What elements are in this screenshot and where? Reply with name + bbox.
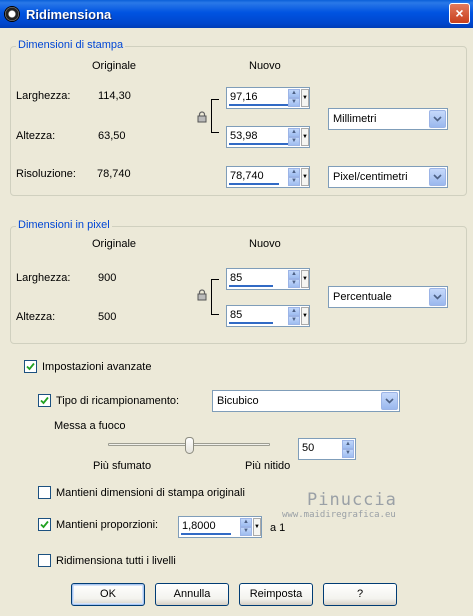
pixel-height-dropdown-icon[interactable]: ▼ (301, 307, 309, 325)
print-height-spinner[interactable] (288, 128, 300, 146)
spin-down-icon[interactable]: ▼ (288, 279, 300, 288)
pixel-width-dropdown-icon[interactable]: ▼ (301, 270, 309, 288)
pixel-height-value: 85 (230, 309, 243, 321)
print-width-label: Larghezza: (16, 90, 71, 102)
resample-select[interactable] (212, 390, 400, 412)
print-group-title: Dimensioni di stampa (18, 39, 124, 51)
spin-up-icon[interactable]: ▲ (342, 440, 354, 449)
print-height-input[interactable] (226, 126, 310, 148)
print-height-dropdown-icon[interactable]: ▼ (301, 128, 309, 146)
pixel-link-bracket (211, 279, 219, 315)
resolution-unit-value: Pixel/centimetri (333, 171, 408, 183)
pixel-height-input[interactable] (226, 305, 310, 327)
sharpen-min-label: Più sfumato (93, 460, 152, 472)
spin-up-icon[interactable]: ▲ (288, 168, 300, 177)
app-icon (4, 6, 20, 22)
title-bar (0, 0, 473, 28)
keep-print-size-checkbox[interactable] (38, 486, 245, 499)
spin-up-icon[interactable]: ▲ (288, 270, 300, 279)
spin-up-icon[interactable]: ▲ (240, 518, 252, 527)
spin-up-icon[interactable]: ▲ (288, 89, 300, 98)
print-height-value: 53,98 (230, 130, 258, 142)
print-unit-value: Millimetri (333, 113, 377, 125)
print-width-dropdown-icon[interactable]: ▼ (301, 89, 309, 107)
checkmark-icon[interactable] (24, 360, 37, 373)
resolution-dropdown-icon[interactable]: ▼ (301, 168, 309, 186)
checkbox-box[interactable] (38, 486, 51, 499)
print-width-input[interactable] (226, 87, 310, 109)
keep-ratio-checkbox[interactable] (38, 518, 158, 531)
pixel-group-title: Dimensioni in pixel (18, 219, 110, 231)
resample-label: Tipo di ricampionamento: (56, 394, 180, 407)
pixel-height-original: 500 (98, 311, 117, 323)
pixel-height-spinner[interactable] (288, 307, 300, 325)
ratio-suffix: a 1 (270, 522, 286, 534)
pixel-unit-select[interactable] (328, 286, 448, 308)
ratio-value: 1,8000 (182, 520, 216, 532)
spin-up-icon[interactable]: ▲ (288, 128, 300, 137)
keep-ratio-label: Mantieni proporzioni: (56, 518, 159, 531)
print-col-original: Originale (92, 60, 137, 72)
advanced-settings-checkbox[interactable] (24, 360, 151, 373)
spin-up-icon[interactable]: ▲ (288, 307, 300, 316)
ratio-dropdown-icon[interactable]: ▼ (253, 518, 261, 536)
lock-icon (197, 289, 207, 301)
resolution-spinner[interactable] (288, 168, 300, 186)
spin-down-icon[interactable]: ▼ (288, 137, 300, 146)
pixel-col-original: Originale (92, 238, 137, 250)
checkbox-box[interactable] (38, 554, 51, 567)
sharpen-max-label: Più nitido (245, 460, 291, 472)
watermark-name: Pinuccia (307, 490, 397, 510)
window-title: Ridimensiona (26, 6, 112, 22)
print-unit-select[interactable] (328, 108, 448, 130)
chevron-down-icon[interactable] (381, 392, 398, 410)
resample-checkbox[interactable] (38, 394, 179, 407)
print-height-original: 63,50 (98, 130, 126, 142)
resolution-original: 78,740 (97, 168, 131, 180)
resolution-label: Risoluzione: (16, 168, 76, 180)
resolution-input[interactable] (226, 166, 310, 188)
pixel-width-original: 900 (98, 272, 117, 284)
pixel-height-label: Altezza: (16, 311, 56, 323)
resize-all-layers-label: Ridimensiona tutti i livelli (56, 554, 176, 567)
pixel-width-spinner[interactable] (288, 270, 300, 288)
reset-button[interactable]: Reimposta (239, 583, 313, 606)
lock-icon (197, 111, 207, 123)
print-height-bar (229, 143, 291, 145)
print-width-bar (229, 104, 291, 106)
pixel-unit-value: Percentuale (333, 291, 392, 303)
close-button[interactable]: × (449, 3, 470, 24)
checkmark-icon[interactable] (38, 518, 51, 531)
ok-button[interactable]: OK (71, 583, 145, 606)
print-height-label: Altezza: (16, 130, 56, 142)
ratio-spinner[interactable] (240, 518, 252, 536)
pixel-width-input[interactable] (226, 268, 310, 290)
resample-value: Bicubico (217, 395, 259, 407)
checkmark-icon[interactable] (38, 394, 51, 407)
chevron-down-icon[interactable] (429, 168, 446, 186)
pixel-width-label: Larghezza: (16, 272, 71, 284)
sharpen-slider-thumb[interactable] (185, 437, 194, 454)
pixel-width-bar (229, 285, 273, 287)
resize-all-layers-checkbox[interactable] (38, 554, 176, 567)
chevron-down-icon[interactable] (429, 288, 446, 306)
sharpen-value: 50 (302, 442, 315, 454)
pixel-height-bar (229, 322, 273, 324)
cancel-button[interactable]: Annulla (155, 583, 229, 606)
pixel-col-new: Nuovo (249, 238, 281, 250)
print-link-bracket (211, 99, 219, 133)
spin-down-icon[interactable]: ▼ (288, 98, 300, 107)
resolution-bar (229, 183, 279, 185)
spin-down-icon[interactable]: ▼ (288, 177, 300, 186)
chevron-down-icon[interactable] (429, 110, 446, 128)
spin-down-icon[interactable]: ▼ (342, 449, 354, 458)
ratio-input[interactable] (178, 516, 262, 538)
print-width-spinner[interactable] (288, 89, 300, 107)
print-width-original: 114,30 (98, 90, 131, 102)
advanced-settings-label: Impostazioni avanzate (42, 360, 152, 373)
print-width-value: 97,16 (230, 91, 258, 103)
sharpen-input[interactable] (298, 438, 356, 460)
help-button[interactable]: ? (323, 583, 397, 606)
resolution-unit-select[interactable] (328, 166, 448, 188)
print-col-new: Nuovo (249, 60, 281, 72)
spin-down-icon[interactable]: ▼ (288, 316, 300, 325)
ratio-bar (181, 533, 231, 535)
keep-print-size-label: Mantieni dimensioni di stampa originali (56, 486, 245, 499)
watermark-site: www.maidiregrafica.eu (282, 510, 396, 520)
sharpen-label: Messa a fuoco (54, 420, 126, 432)
sharpen-spinner[interactable] (342, 440, 354, 458)
spin-down-icon[interactable]: ▼ (240, 527, 252, 536)
resolution-value: 78,740 (230, 170, 264, 182)
pixel-width-value: 85 (230, 272, 243, 284)
